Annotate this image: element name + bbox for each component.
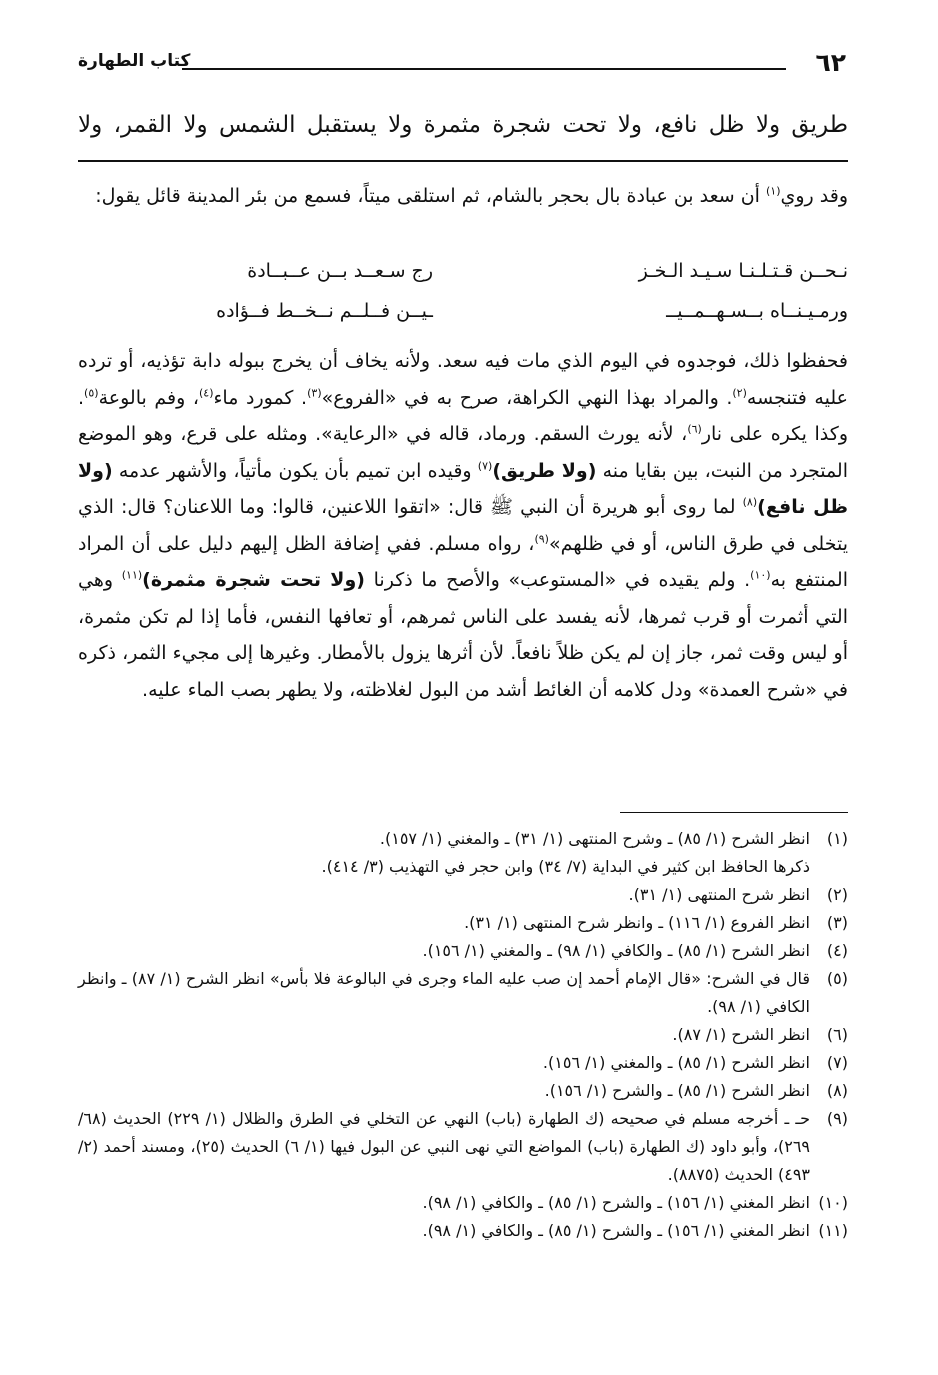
verse-line-1	[78, 260, 848, 296]
matn-text: طريق ولا ظل نافع، ولا تحت شجرة مثمرة ولا يستقبل الشمس ولا القمر، ولا	[78, 112, 848, 138]
footnote-ref-10[interactable]: (١٠)	[750, 568, 771, 582]
footnote-ref-1[interactable]: (١)	[765, 184, 781, 198]
footnote	[78, 909, 848, 937]
footnote-ref-7[interactable]: (٧)	[477, 459, 493, 473]
book-title: كتاب الطهارة	[78, 51, 191, 71]
footnotes	[78, 825, 848, 1245]
footnote-line: انظر الشرح (١/ ٨٥) ـ والمغني (١/ ١٥٦).	[542, 1053, 810, 1072]
text-run: فحفظوا ذلك، فوجدوه في اليوم الذي مات فيه سعد. ولأنه يخاف أن يخرج ببوله دابة تؤذيه، أو ترده عليه فتنجسه	[78, 350, 848, 409]
footnote-text	[78, 1049, 810, 1077]
text-run: وقيده ابن تميم بأن يكون مأتياً، والأشهر عدمه	[112, 459, 478, 482]
text-run: وقد روي	[780, 185, 848, 207]
footnote-ref-4[interactable]: (٤)	[198, 386, 214, 400]
footnote-ref-6[interactable]: (٦)	[687, 422, 702, 436]
footnote	[78, 1105, 848, 1189]
footnote-text	[78, 909, 810, 937]
text-run: . كمورد ماء	[213, 386, 308, 409]
footnote-text	[78, 937, 810, 965]
header-rule	[182, 68, 786, 70]
footnote	[78, 825, 848, 881]
footnote-text	[78, 1217, 810, 1245]
matn-quote: (ولا تحت شجرة مثمرة)	[142, 569, 365, 591]
footnote-line: انظر الشرح (١/ ٨٧).	[672, 1025, 810, 1044]
footnote-text	[78, 1105, 810, 1189]
footnote-line: انظر الشرح (١/ ٨٥) ـ والشرح (١/ ١٥٦).	[544, 1081, 810, 1100]
footnote-line: حـ ـ أخرجه مسلم في صحيحه (ك الطهارة (باب) النهي عن التخلي في الطرق والظلال (١/ ٢٢٩) الحديث (٦٨/ ٢٦٩)، وأبو داود (ك الطهارة (باب) المواضع التي نهى النبي عن البول فيها (١/ ٦) الحديث (٢٥)، ومسند أحمد (٢/ ٤٩٣) الحديث (٨٨٧٥).	[78, 1109, 811, 1184]
text-run: . وكذا يكره على نار	[78, 386, 849, 445]
footnote-line: انظر الفروع (١/ ١١٦) ـ وانظر شرح المنتهى (١/ ٣١).	[464, 913, 810, 932]
footnote-ref-5[interactable]: (٥)	[84, 386, 99, 400]
text-run: . والمراد بهذا النهي الكراهة، صرح به في «الفروع»	[321, 386, 733, 409]
footnote-number: (٨)	[826, 1081, 848, 1100]
footnote-line: انظر الشرح (١/ ٨٥) ـ وشرح المنتهى (١/ ٣١) ـ والمغني (١/ ١٥٧).	[379, 829, 810, 848]
footnote-number: (١٠)	[818, 1193, 848, 1212]
footnote	[78, 1217, 848, 1245]
commentary-paragraph-1	[78, 178, 848, 215]
commentary-paragraph-2	[78, 343, 848, 708]
footnote-number: (١)	[826, 829, 848, 848]
footnote	[78, 965, 848, 1021]
text-run: ، وفم بالوعة	[98, 386, 199, 409]
verse-hemistich: ـيــن فــلــم نــخــط فــؤاده	[216, 300, 433, 322]
footnote-ref-8[interactable]: (٨)	[742, 495, 758, 509]
footnote-number: (١١)	[818, 1221, 848, 1240]
footnote-text	[78, 825, 810, 881]
verse-line-2	[78, 300, 848, 336]
text-run: ، لأنه يورث السقم. ورماد، قاله في «الرعاية». ومثله على قرع، وهو الموضع المتجرد من النبت، بين بقايا منه	[78, 423, 848, 482]
footnote-text	[78, 1077, 810, 1105]
footnote	[78, 1189, 848, 1217]
text-run: ، رواه مسلم. ففي إضافة الظل إليهم دليل على أن المراد المنتفع به	[78, 532, 848, 591]
footnote-text	[78, 965, 810, 1021]
footnote-line: انظر المغني (١/ ١٥٦) ـ والشرح (١/ ٨٥) ـ والكافي (١/ ٩٨).	[422, 1221, 810, 1240]
footnote-separator	[620, 812, 848, 813]
text-run: أن سعد بن عبادة بال بحجر بالشام، ثم استلقى ميتاً، فسمع من بئر المدينة قائل يقول:	[95, 185, 766, 207]
matn-quote: (ولا طريق)	[492, 459, 597, 482]
text-run: . ولم يقيده في «المستوعب» والأصح ما ذكرنا	[364, 569, 751, 591]
verse-hemistich: رج سـعــد بــن عــبــادة	[247, 260, 433, 282]
text-run: وهي التي أثمرت أو قرب ثمرها، لأنه يفسد على الناس ثمرهم، أو تعافها النفس، فأما إذا لم تكن مثمرة، أو ليس وقت ثمر، جاز إن لم يكن ظلاً نافعاً. لأن أثرها يزول بالأمطار. وغيرها إلى مجيء الثمر، ذكره في «شرح العمدة» ودل كلامه أن الغائط أشد من البول لغلاظته، ولا يطهر بصب الماء عليه.	[78, 569, 848, 701]
verse-hemistich: نـحــن قـتـلـنـا سـيـد الـخـز	[638, 260, 848, 282]
matn-divider	[78, 160, 848, 162]
footnote-text	[78, 1021, 810, 1049]
footnote	[78, 881, 848, 909]
footnote	[78, 1021, 848, 1049]
footnote-text	[78, 1189, 810, 1217]
footnote-ref-2[interactable]: (٢)	[732, 386, 747, 400]
footnote-number: (٧)	[826, 1053, 848, 1072]
matn-quote: (ولا ظل نافع)	[78, 459, 848, 518]
footnote-line: انظر شرح المنتهى (١/ ٣١).	[628, 885, 810, 904]
running-head	[78, 48, 848, 82]
footnote-line: ذكرها الحافظ ابن كثير في البداية (٧/ ٣٤) وابن حجر في التهذيب (٣/ ٤١٤).	[321, 857, 810, 876]
footnote-ref-3[interactable]: (٣)	[307, 386, 322, 400]
footnote	[78, 937, 848, 965]
footnote-number: (٢)	[826, 885, 848, 904]
footnote	[78, 1049, 848, 1077]
page-number: ٦٢	[815, 48, 846, 77]
footnote-line: انظر الشرح (١/ ٨٥) ـ والكافي (١/ ٩٨) ـ والمغني (١/ ١٥٦).	[422, 941, 810, 960]
footnote-text	[78, 881, 810, 909]
footnote-number: (٣)	[826, 913, 848, 932]
verse-hemistich: ورمـيـنــاه بــسـهــمــيــ	[666, 300, 848, 322]
footnote-number: (٤)	[826, 941, 848, 960]
footnote-ref-9[interactable]: (٩)	[534, 532, 549, 546]
footnote	[78, 1077, 848, 1105]
footnote-ref-11[interactable]: (١١)	[121, 568, 143, 582]
footnote-number: (٦)	[826, 1025, 848, 1044]
text-run: لما روى أبو هريرة أن النبي ﷺ قال: «اتقوا اللاعنين، قالوا: وما اللاعنان؟ قال: الذي يتخلى في طرق الناس، أو في ظلهم»	[78, 496, 848, 555]
footnote-number: (٥)	[826, 969, 848, 988]
footnote-number: (٩)	[826, 1109, 848, 1128]
footnote-line: انظر المغني (١/ ١٥٦) ـ والشرح (١/ ٨٥) ـ والكافي (١/ ٩٨).	[422, 1193, 810, 1212]
footnote-line: قال في الشرح: «قال الإمام أحمد إن صب عليه الماء وجرى في البالوعة فلا بأس» انظر الشرح (١/ ٨٧) ـ وانظر الكافي (١/ ٩٨).	[78, 969, 810, 1016]
